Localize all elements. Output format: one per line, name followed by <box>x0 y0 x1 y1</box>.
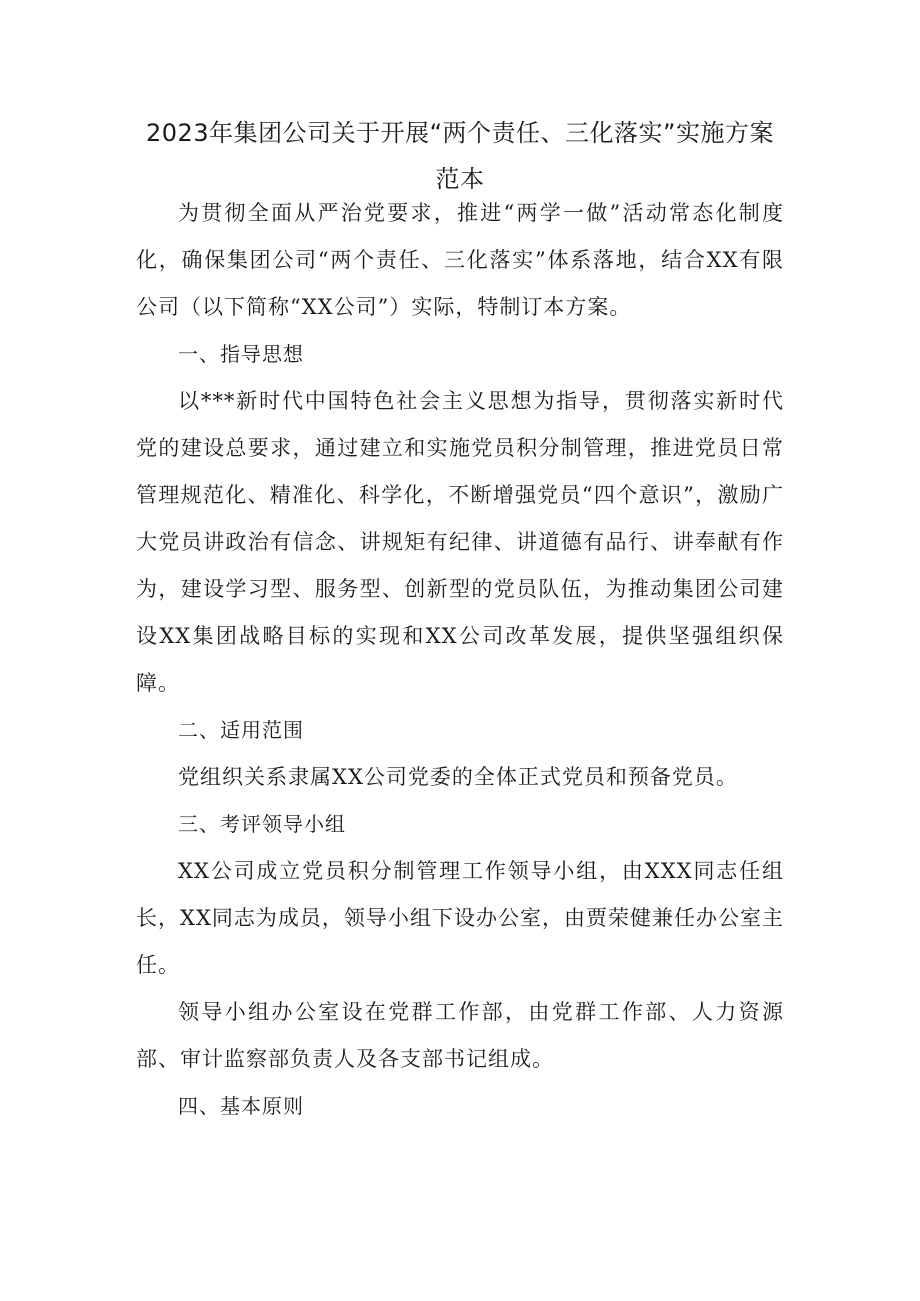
document-title: 2023年集团公司关于开展“两个责任、三化落实”实施方案范本 <box>146 119 774 193</box>
section-heading-scope: 二、适用范围 <box>178 718 304 742</box>
section-heading-basic-principles: 四、基本原则 <box>178 1094 304 1118</box>
scope-paragraph: 党组织关系隶属XX公司党委的全体正式党员和预备党员。 <box>178 765 738 789</box>
section-heading-leading-group: 三、考评领导小组 <box>178 812 346 836</box>
office-paragraph: 领导小组办公室设在党群工作部，由党群工作部、人力资源部、审计监察部负责人及各支部书记组成。 <box>136 1000 784 1071</box>
intro-paragraph: 为贯彻全面从严治党要求，推进“两学一做”活动常态化制度化，确保集团公司“两个责任、三化落实”体系落地，结合XX有限公司（以下简称“XX公司”）实际，特制订本方案。 <box>136 201 784 319</box>
leading-group-paragraph: XX公司成立党员积分制管理工作领导小组，由XXX同志任组长，XX同志为成员，领导小组下设办公室，由贾荣健兼任办公室主任。 <box>136 859 784 977</box>
section-heading-guiding-thought: 一、指导思想 <box>178 342 304 366</box>
guiding-thought-paragraph: 以***新时代中国特色社会主义思想为指导，贯彻落实新时代党的建设总要求，通过建立和实施党员积分制管理，推进党员日常管理规范化、精准化、科学化，不断增强党员“四个意识”，激励广大党员讲政治有信念、讲规矩有纪律、讲道德有品行、讲奉献有作为，建设学习型、服务型、创新型的党员队伍，为推动集团公司建设XX集团战略目标的实现和XX公司改革发展，提供坚强组织保障。 <box>136 389 784 695</box>
document-body <box>136 190 784 1130</box>
